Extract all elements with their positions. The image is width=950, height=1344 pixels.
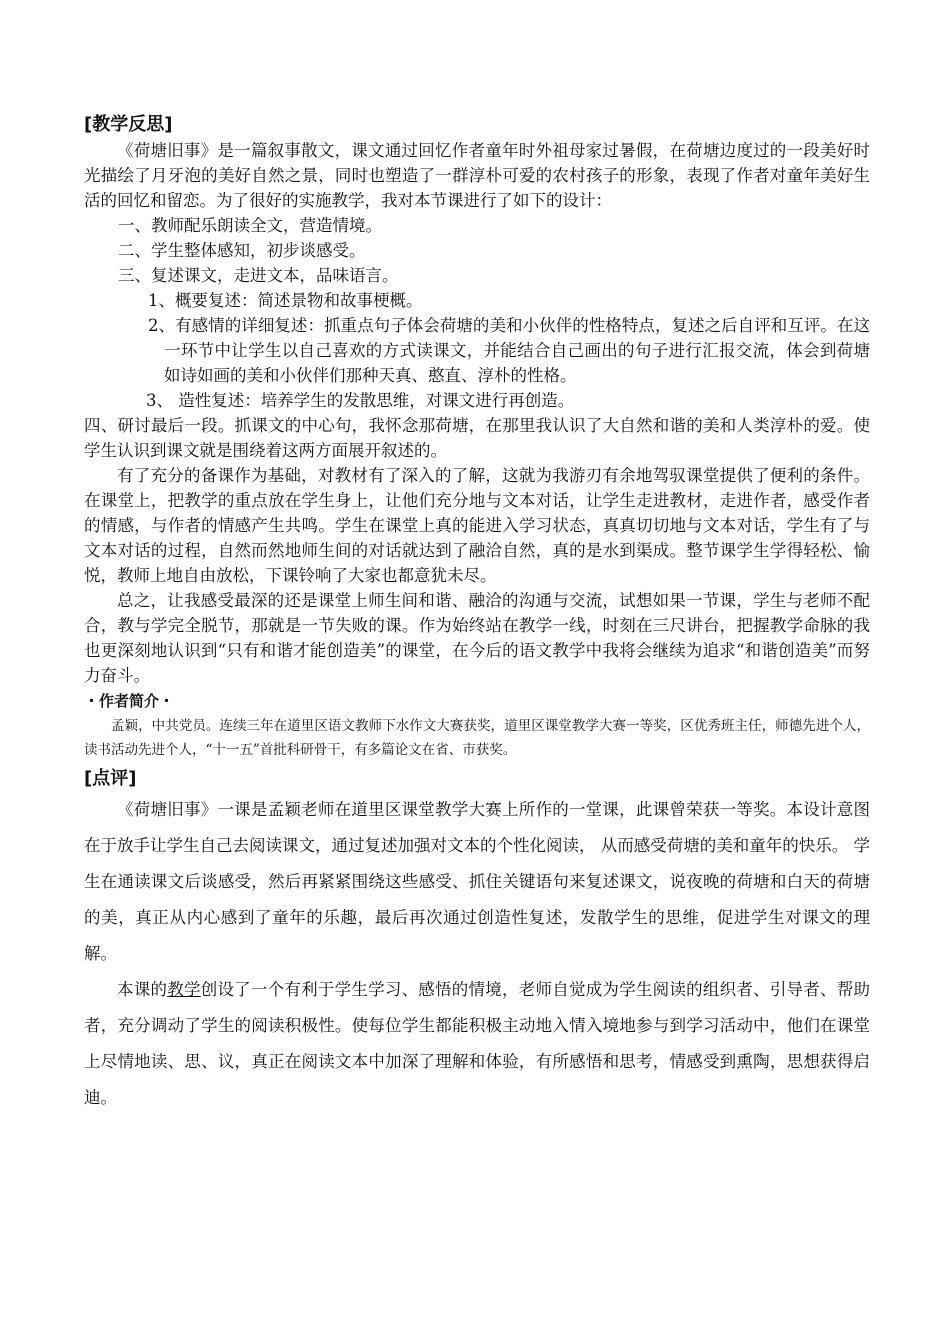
author-heading: ・作者简介・ (84, 692, 175, 710)
reflection-intro: 《荷塘旧事》是一篇叙事散文，课文通过回忆作者童年时外祖母家过暑假，在荷塘边度过的一段美好时光描绘了月牙泡的美好自然之景，同时也塑造了一群淳朴可爱的农村孩子的形象，表现了作者对童年美好生活的回忆和留恋。为了很好的实施教学，我对本节课进行了如下的设计： (84, 141, 870, 210)
review-paragraph-2 (84, 972, 870, 1116)
sub-step-1: 1、概要复述：简述景物和故事梗概。 (148, 291, 423, 310)
step-2: 二、学生整体感知，初步谈感受。 (118, 241, 366, 260)
review-paragraph-2-body: 创设了一个有利于学生学习、感悟的情境，老师自觉成为学生阅读的组织者、引导者、帮助者，充分调动了学生的阅读积极性。使每位学生都能积极主动地入情入境地参与到学习活动中，他们在课堂上尽情地读、思、议，真正在阅读文本中加深了理解和体验，有所感悟和思考，情感受到熏陶，思想获得启迪。 (84, 980, 871, 1107)
sub-step-2: 2、有感情的详细复述：抓重点句子体会荷塘的美和小伙伴的性格特点，复述之后自评和互评。在这一环节中让学生以自己喜欢的方式读课文，并能结合自己画出的句子进行汇报交流，体会到荷塘如诗如画的美和小伙伴们那种天真、憨直、淳朴的性格。 (148, 316, 870, 385)
review-paragraph-1: 《荷塘旧事》一课是孟颖老师在道里区课堂教学大赛上所作的一堂课，此课曾荣获一等奖。本设计意图在于放手让学生自己去阅读课文，通过复述加强对文本的个性化阅读， 从而感受荷塘的美和童年的快乐。 学生在通读课文后谈感受，然后再紧紧围绕这些感受、抓住关键语句来复述课文，说夜晚的荷塘和白天的荷塘的美，真正从内心感到了童年的乐趣，最后再次通过创造性复述，发散学生的思维，促进学生对课文的理解。 (84, 800, 870, 963)
teaching-link[interactable]: 教学 (167, 980, 201, 999)
step-4: 四、研讨最后一段。抓课文的中心句，我怀念那荷塘，在那里我认识了大自然和谐的美和人类淳朴的爱。使学生认识到课文就是围绕着这两方面展开叙述的。 (84, 416, 870, 460)
author-bio: 孟颖，中共党员。连续三年在道里区语文教师下水作文大赛获奖，道里区课堂教学大赛一等奖，区优秀班主任，师德先进个人，读书活动先进个人，“十一五”首批科研骨干，有多篇论文在省、市获奖。 (84, 718, 870, 758)
step-1: 一、教师配乐朗读全文，营造情境。 (118, 216, 382, 235)
document-page (84, 112, 870, 1116)
sub-step-3: 3、 造性复述：培养学生的发散思维，对课文进行再创造。 (146, 391, 575, 410)
review-paragraph-2-lead: 本课的 (117, 980, 168, 999)
reflection-heading: [教学反思] (84, 114, 173, 135)
review-heading: [点评] (84, 768, 137, 789)
reflection-summary-paragraph: 总之，让我感受最深的还是课堂上师生间和谐、融洽的沟通与交流，试想如果一节课，学生与老师不配合，教与学完全脱节，那就是一节失败的课。作为始终站在教学一线，时刻在三尺讲台，把握教学命脉的我也更深刻地认识到“只有和谐才能创造美”的课堂，在今后的语文教学中我将会继续为追求“和谐创造美”而努力奋斗。 (84, 591, 870, 685)
reflection-prep-paragraph: 有了充分的备课作为基础，对教材有了深入的了解，这就为我游刃有余地驾驭课堂提供了便利的条件。在课堂上，把教学的重点放在学生身上，让他们充分地与文本对话，让学生走进教材，走进作者，感受作者的情感，与作者的情感产生共鸣。学生在课堂上真的能进入学习状态，真真切切地与文本对话，学生有了与文本对话的过程，自然而然地师生间的对话就达到了融洽自然，真的是水到渠成。整节课学生学得轻松、愉悦，教师上地自由放松，下课铃响了大家也都意犹未尽。 (84, 466, 870, 585)
step-3: 三、复述课文，走进文本，品味语言。 (118, 266, 399, 285)
